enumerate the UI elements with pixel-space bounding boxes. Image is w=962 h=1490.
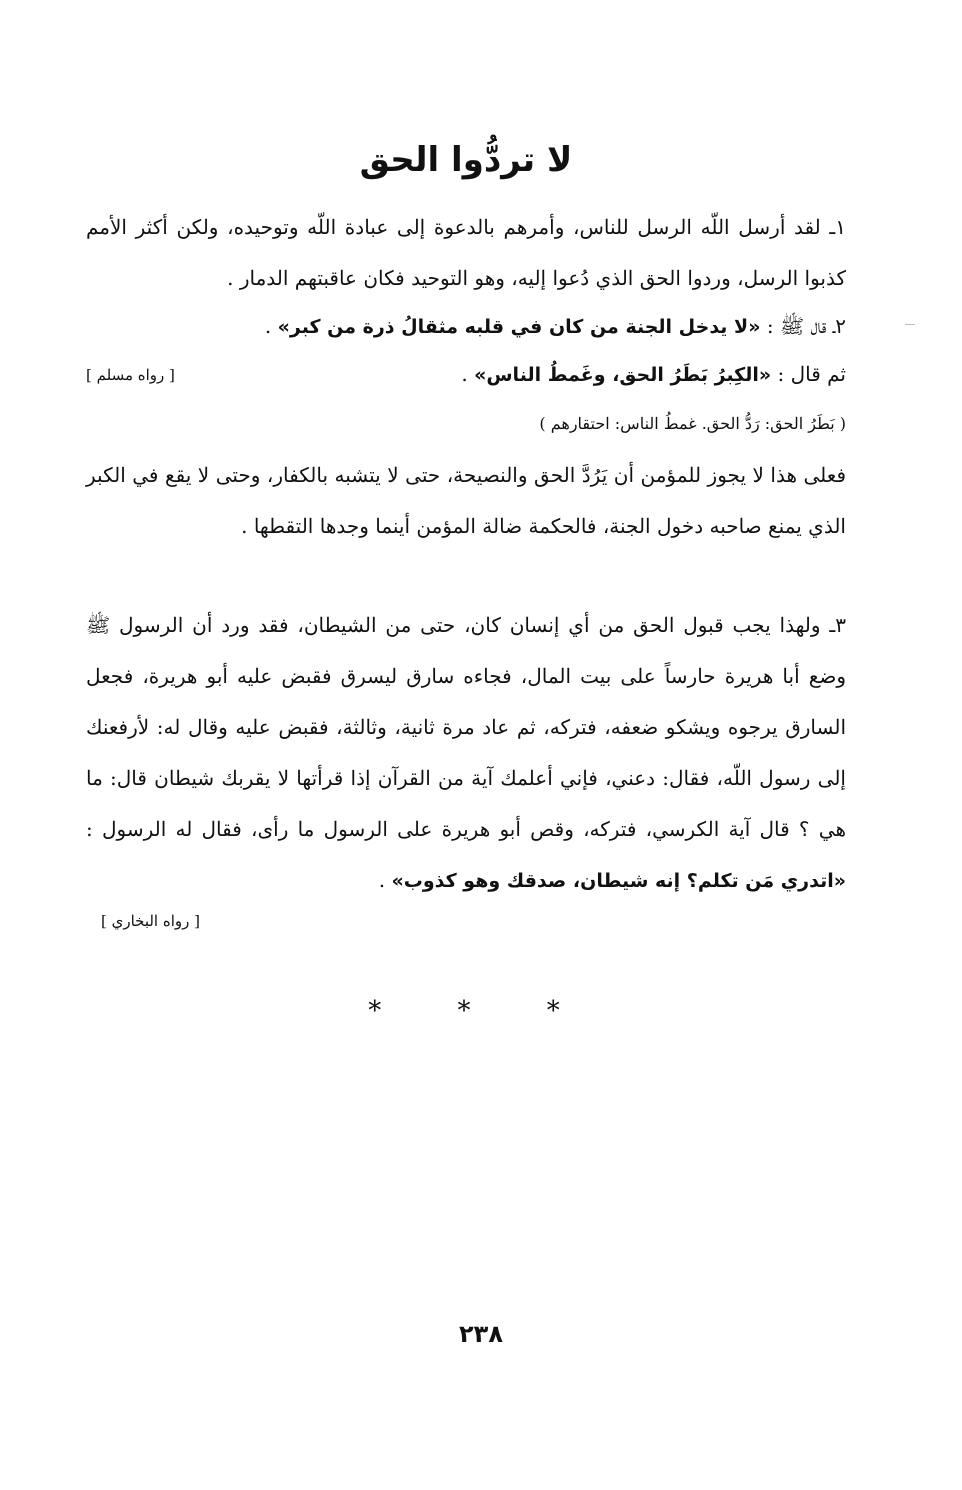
hadith-intro: ثم قال :: [771, 362, 846, 386]
story-text: ٣ـ ولهذا يجب قبول الحق من أي إنسان كان، حتى من الشيطان، فقد ورد أن الرسول ﷺ وضع أبا هريرة حارساً على بيت المال، فجاءه سارق ليسرق فقبض عليه أبو هريرة، فجعل السارق يرجوه ويشكو ضعفه، فتركه، ثم عاد مرة ثانية، وثالثة، فقبض عليه وقال له: لأرفعنك إلى رسول اللّه، فقال: دعني، فإني أعلمك آية من القرآن إذا قرأتها لا يقربك شيطان قال: ما هي ؟ قال آية الكرسي، فتركه، وقص أبو هريرة على الرسول ما رأى، فقال له الرسول :: [86, 613, 846, 841]
paragraph-1: ١ـ لقد أرسل اللّه الرسل للناس، وأمرهم بالدعوة إلى عبادة اللّه وتوحيده، ولكن أكثر الأمم كذبوا الرسل، وردوا الحق الذي دُعوا إليه، وهو التوحيد فكان عاقبتهم الدمار .: [86, 215, 847, 290]
hadith-intro: ٢ـ قال ﷺ :: [760, 314, 846, 338]
page-title: لا تردُّوا الحق: [359, 140, 573, 180]
paragraph-2: [86, 306, 846, 347]
paragraph-3: فعلى هذا لا يجوز للمؤمن أن يَرُدَّ الحق والنصيحة، حتى لا يتشبه بالكفار، وحتى لا يقع في الكبر الذي يمنع صاحبه دخول الجنة، فالحكمة ضالة المؤمن أينما وجدها التقطها .: [86, 463, 847, 538]
hadith-end: .: [378, 868, 392, 892]
definition-note: ( بَطَرُ الحق: رَدُّ الحق. غمطُ الناس: احتقارهم ): [539, 414, 846, 433]
page-number: ٢٣٨: [459, 1320, 503, 1348]
source-muslim: [ رواه مسلم ]: [86, 366, 175, 384]
hadith-end: .: [264, 314, 278, 338]
source-bukhari: [ رواه البخاري ]: [100, 912, 200, 930]
hadith-quote: «اتدري مَن تكلم؟ إنه شيطان، صدقك وهو كذوب»: [391, 870, 846, 892]
paragraph-4: [86, 600, 846, 907]
hadith-quote: «الكِبرُ بَطَرُ الحق، وغَمطُ الناس»: [474, 364, 772, 386]
section-separator: * * *: [368, 996, 594, 1026]
paragraph-2b: [266, 354, 846, 395]
margin-mark: [905, 324, 915, 325]
hadith-quote: «لا يدخل الجنة من كان في قلبه مثقالُ ذرة من كبر»: [277, 316, 761, 338]
hadith-end: .: [461, 362, 475, 386]
